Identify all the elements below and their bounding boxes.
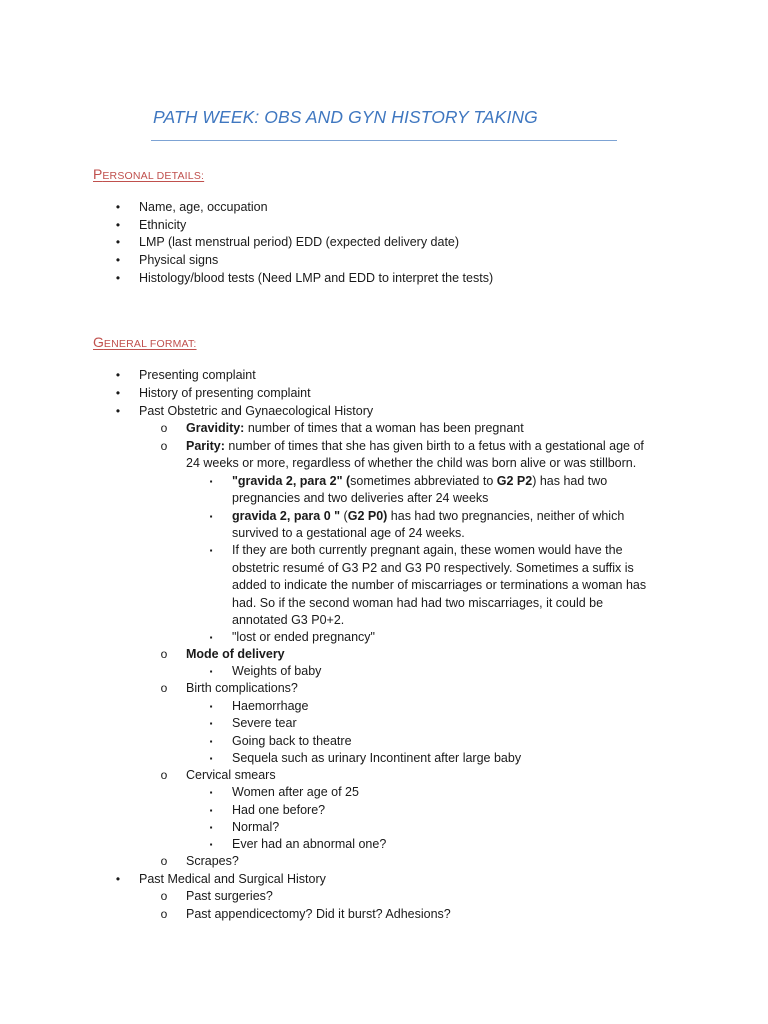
circle-marker: o — [160, 889, 168, 903]
bullet-marker: • — [115, 200, 121, 214]
square-marker: ▪ — [209, 840, 213, 849]
circle-marker: o — [160, 907, 168, 921]
bullet-marker: • — [115, 271, 121, 285]
square-marker: ▪ — [209, 512, 213, 521]
square-marker: ▪ — [209, 477, 213, 486]
bullet-marker: • — [115, 872, 121, 886]
square-marker: ▪ — [209, 823, 213, 832]
page-title: PATH WEEK: OBS AND GYN HISTORY TAKING — [153, 107, 538, 127]
title-underline — [151, 140, 617, 141]
square-marker: ▪ — [209, 737, 213, 746]
bullet-marker: • — [115, 218, 121, 232]
circle-marker: o — [160, 768, 168, 782]
square-marker: ▪ — [209, 633, 213, 642]
circle-marker: o — [160, 681, 168, 695]
bullet-marker: • — [115, 386, 121, 400]
circle-marker: o — [160, 854, 168, 868]
heading-initial: G — [93, 334, 104, 350]
square-marker: ▪ — [209, 806, 213, 815]
square-marker: ▪ — [209, 754, 213, 763]
square-marker: ▪ — [209, 667, 213, 676]
heading-initial: P — [93, 166, 103, 182]
circle-marker: o — [160, 647, 168, 661]
square-marker: ▪ — [209, 788, 213, 797]
heading-rest: ERSONAL DETAILS: — [102, 170, 205, 182]
document-page: PATH WEEK: OBS AND GYN HISTORY TAKING PERSONAL DETAILS: • Name, age, occupation • Ethnicity • LMP (last menstrual period) EDD (expected delivery date) • Physical signs • Histology/blood tests (Need LMP and EDD to interpret the tests) GENERAL FORMAT: • Presenting complaint • History of presenting complaint • Past Obstetric and Gynaecological History o Gravidity: number of times that a woman has been pregnant o Parity: number of times that she has given birth to a fetus with a gestational age of 24 weeks or more, regardless of whether the child was born alive or was stillborn. ▪ "gravida 2, para 2" (sometimes abbreviated to G2 P2) has had two pregnancies and two deliveries after 24 weeks ▪ gravida 2, para 0 " (G2 P0) has had two pregnancies, neither of which survived to a gestational age of 24 weeks. ▪ If they are both currently pregnant again, these women would have the obstetric resumé of G3 P2 and G3 P0 respectively. Sometimes a suffix is added to indicate the number of miscarriages or terminations a woman has had. So if the second woman had had two miscarriages, it could be annotated G3 P0+2. ▪ "lost or ended pregnancy" o Mode of delivery ▪ Weights of baby o Birth complications? ▪ Haemorrhage ▪ Severe tear ▪ Going back to theatre ▪ Sequela such as urinary Incontinent after large baby o Cervical smears ▪ Women after age of 25 ▪ Had one before? ▪ Normal? ▪ Ever had an abnormal one? o Scrapes? • Past Medical and Surgical History o Past surgeries? o Past appendicectomy? Did it burst? Adhesions? — [0, 0, 768, 1024]
personal-details-heading — [93, 162, 204, 184]
bullet-marker: • — [115, 235, 121, 249]
square-marker: ▪ — [209, 719, 213, 728]
bullet-marker: • — [115, 368, 121, 382]
general-format-heading — [93, 330, 197, 352]
circle-marker: o — [160, 439, 168, 453]
circle-marker: o — [160, 421, 168, 435]
heading-rest: ENERAL FORMAT: — [103, 338, 197, 350]
bullet-marker: • — [115, 404, 121, 418]
bullet-marker: • — [115, 253, 121, 267]
square-marker: ▪ — [209, 546, 213, 555]
square-marker: ▪ — [209, 702, 213, 711]
